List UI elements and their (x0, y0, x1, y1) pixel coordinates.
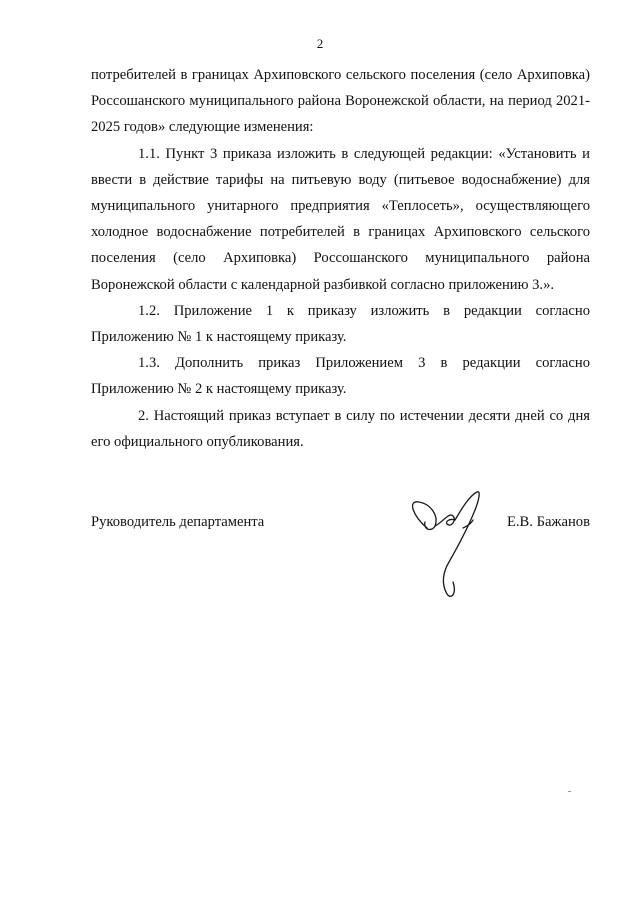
page-number: 2 (316, 36, 324, 51)
paragraph-item-1-1: 1.1. Пункт 3 приказа изложить в следующей редакции: «Установить и ввести в действие тарифы на питьевую воду (питьевое водоснабжение) для муниципального унитарного предприятия «Теплосеть», осуществляющего холодное водоснабжение потребителей в границах Архиповского сельского поселения (село Архиповка) Россошанского муниципального района Воронежской области с календарной разбивкой согласно приложению 3.». (91, 145, 590, 293)
paragraph-item-1-3: 1.3. Дополнить приказ Приложением 3 в редакции согласно Приложению № 2 к настоящему приказу. (91, 355, 590, 398)
paragraph-continuation: потребителей в границах Архиповского сельского поселения (село Архиповка) Россошанского муниципального района Воронежской области, на период 2021-2025 годов» следующие изменения: (91, 67, 590, 136)
paragraph-item-1-2: 1.2. Приложение 1 к приказу изложить в редакции согласно Приложению № 1 к настоящему приказу. (91, 302, 590, 346)
paragraph-item-2: 2. Настоящий приказ вступает в силу по истечении десяти дней со дня его официального опубликования. (91, 407, 590, 450)
handwritten-signature-icon (405, 486, 495, 602)
signatory-name: Е.В. Бажанов (506, 514, 590, 530)
scan-speck (568, 791, 571, 792)
document-body (91, 62, 590, 455)
signatory-position: Руководитель департамента (91, 514, 265, 530)
signature-block (91, 514, 590, 544)
